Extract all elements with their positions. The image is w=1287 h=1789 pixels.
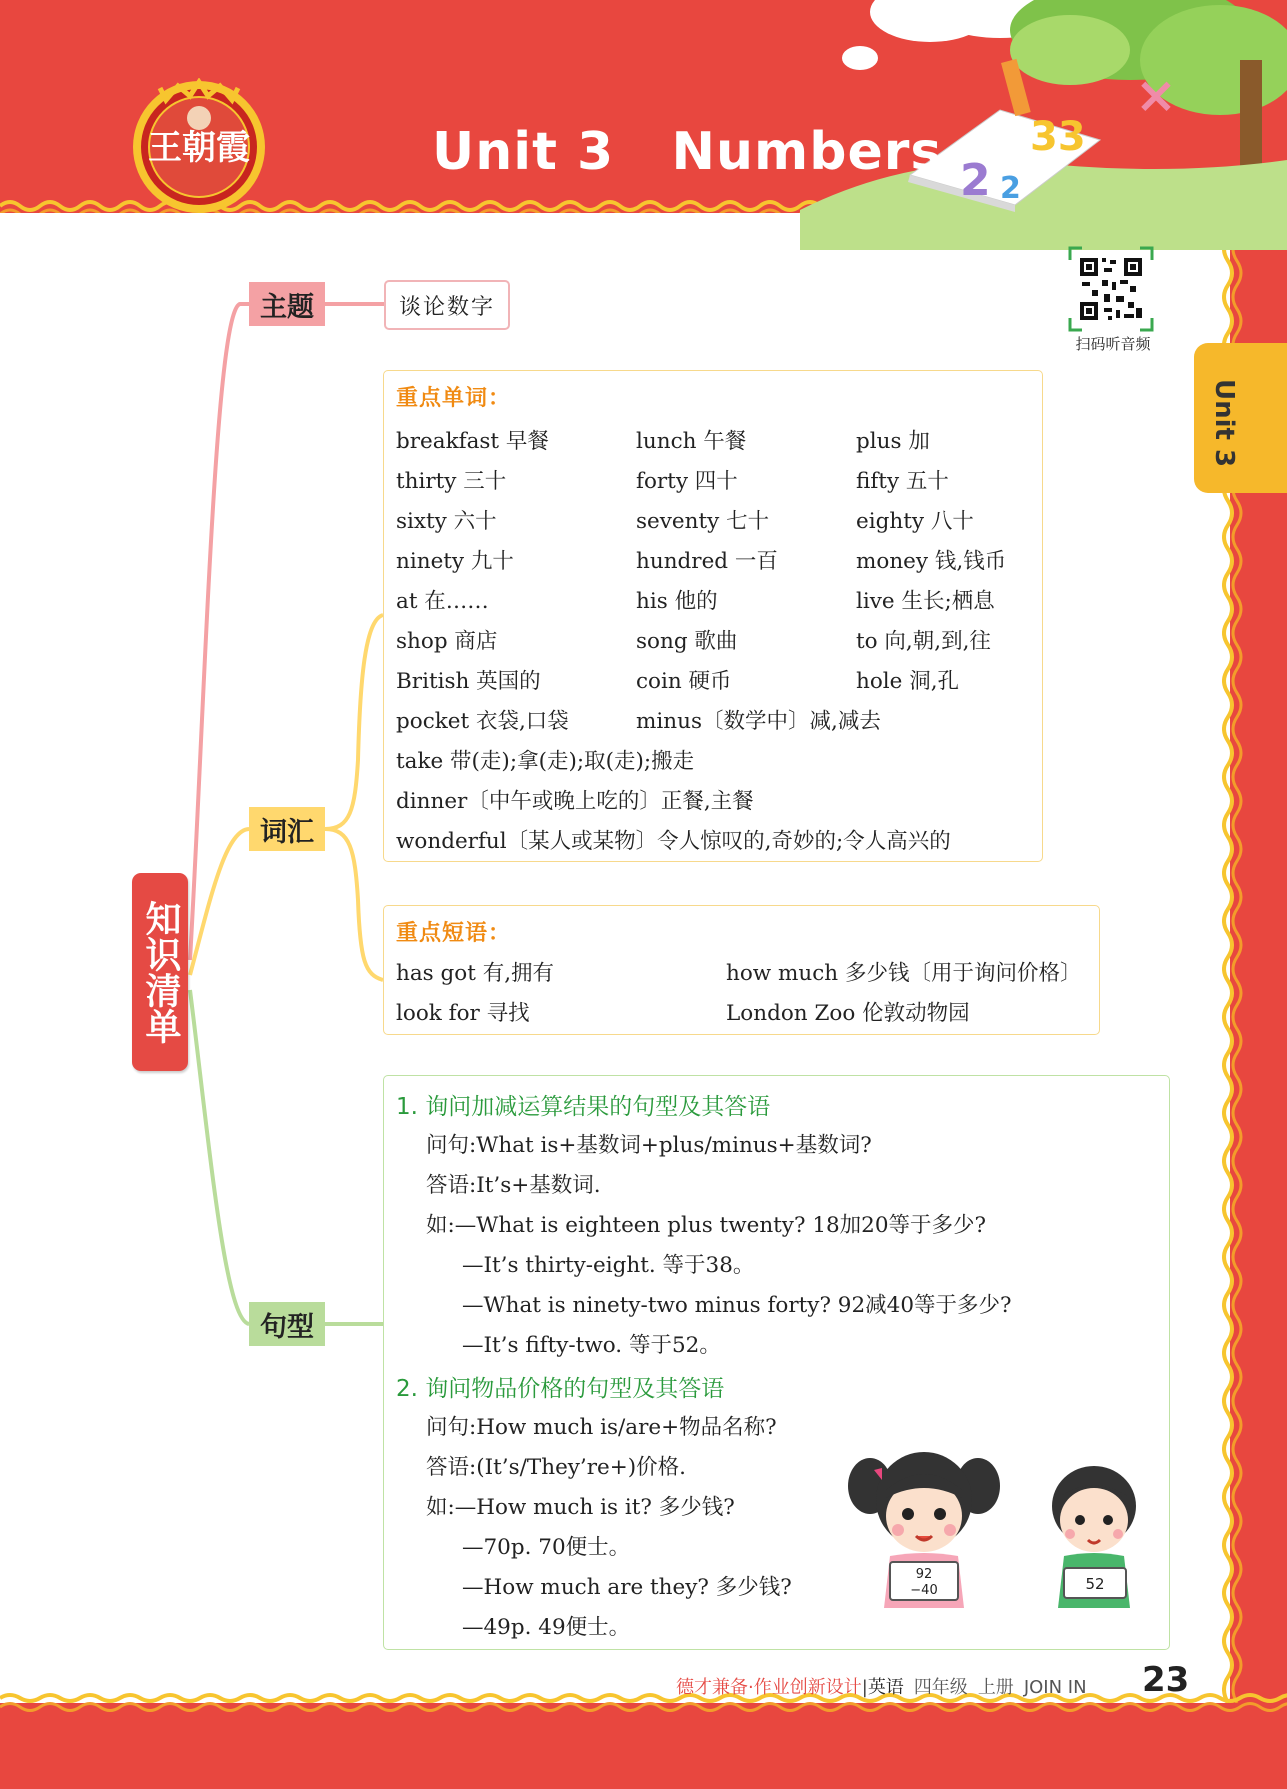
word-item: shop 商店 (396, 629, 498, 654)
word-item: ninety 九十 (396, 549, 514, 574)
girl-card-bottom: −40 (910, 1583, 938, 1598)
phrases-box (383, 905, 1100, 1035)
word-item: sixty 六十 (396, 509, 497, 534)
word-item: his 他的 (636, 589, 718, 614)
phrase-item: how much 多少钱〔用于询问价格〕 (726, 961, 1082, 986)
sentence-line: —How much are they? 多少钱? (462, 1575, 792, 1600)
footer-grade: 四年级 (913, 1677, 968, 1698)
branch-sentence-patterns: 句型 (249, 1302, 325, 1346)
sentence-line: 答语:It’s+基数词. (426, 1173, 601, 1198)
word-item: forty 四十 (636, 469, 738, 494)
sentence-line: 问句:How much is/are+物品名称? (426, 1415, 777, 1440)
footer-subject: 英语 (867, 1677, 904, 1698)
branch-topic: 主题 (249, 282, 325, 326)
vocabulary-title: 重点单词： (396, 386, 512, 411)
word-item: breakfast 早餐 (396, 429, 549, 454)
phrase-item: London Zoo 伦敦动物园 (726, 1001, 970, 1026)
phrase-item: has got 有,拥有 (396, 961, 555, 986)
footer (676, 1673, 1087, 1699)
kids-illustration (838, 1438, 1154, 1610)
sentence-line: —What is ninety-two minus forty? 92减40等于多少? (462, 1293, 1012, 1318)
page-number: 23 (1142, 1660, 1190, 1700)
svg-text:×: × (1135, 66, 1177, 124)
section-title: 2. 询问物品价格的句型及其答语 (396, 1376, 725, 1402)
unit-side-tab-label: Unit 3 (1209, 378, 1239, 468)
svg-text:2: 2 (960, 155, 991, 206)
mindmap-root: 知识清单 (132, 873, 188, 1071)
word-item: song 歌曲 (636, 629, 738, 654)
sentence-line: —It’s thirty-eight. 等于38。 (462, 1253, 755, 1278)
word-item: plus 加 (856, 429, 930, 454)
word-item: money 钱,钱币 (856, 549, 1007, 574)
word-item: live 生长;栖息 (856, 589, 995, 614)
word-item: at 在…… (396, 589, 489, 614)
word-item: British 英国的 (396, 669, 541, 694)
word-item: dinner〔中午或晚上吃的〕正餐,主餐 (396, 789, 754, 814)
sentence-line: 如:—How much is it? 多少钱? (426, 1495, 735, 1520)
sentence-line: 如:—What is eighteen plus twenty? 18加20等于多少? (426, 1213, 987, 1238)
word-item: coin 硬币 (636, 669, 732, 694)
vocabulary-box (383, 370, 1043, 862)
word-item: minus〔数学中〕减,减去 (636, 709, 881, 734)
phrases-title: 重点短语： (396, 921, 512, 946)
branch-vocabulary: 词汇 (249, 807, 325, 851)
qr-label: 扫码听音频 (1075, 335, 1151, 353)
page-title: Unit 3 Numbers (432, 122, 943, 182)
word-item: take 带(走);拿(走);取(走);搬走 (396, 749, 695, 774)
sentence-line: 答语:(It’s/They’re+)价格. (426, 1455, 687, 1480)
boy-card: 52 (1085, 1575, 1105, 1593)
word-item: to 向,朝,到,往 (856, 629, 991, 654)
word-item: seventy 七十 (636, 509, 770, 534)
phrase-item: look for 寻找 (396, 1001, 530, 1026)
sentence-line: —70p. 70便士。 (462, 1535, 631, 1560)
svg-text:2: 2 (1000, 171, 1021, 206)
word-item: lunch 午餐 (636, 429, 747, 454)
footer-edition: JOIN IN (1023, 1677, 1087, 1698)
word-item: hole 洞,孔 (856, 669, 960, 694)
word-item: pocket 衣袋,口袋 (396, 709, 569, 734)
footer-brand: 德才兼备·作业创新设计 (676, 1677, 862, 1698)
sentence-line: —It’s fifty-two. 等于52。 (462, 1333, 721, 1358)
word-item: fifty 五十 (856, 469, 949, 494)
svg-text:33: 33 (1030, 114, 1086, 160)
section-title: 1. 询问加减运算结果的句型及其答语 (396, 1094, 771, 1120)
footer-separator: | (861, 1677, 868, 1698)
word-item: hundred 一百 (636, 549, 778, 574)
word-item: eighty 八十 (856, 509, 974, 534)
sentence-line: 问句:What is+基数词+plus/minus+基数词? (426, 1133, 872, 1158)
girl-card-top: 92 (915, 1567, 933, 1582)
footer-term: 上册 (977, 1677, 1014, 1698)
topic-box: 谈论数字 (384, 280, 510, 330)
word-item: wonderful〔某人或某物〕令人惊叹的,奇妙的;令人高兴的 (396, 829, 951, 854)
sentence-line: —49p. 49便士。 (462, 1615, 631, 1640)
word-item: thirty 三十 (396, 469, 507, 494)
logo-text: 王朝霞 (148, 128, 250, 168)
